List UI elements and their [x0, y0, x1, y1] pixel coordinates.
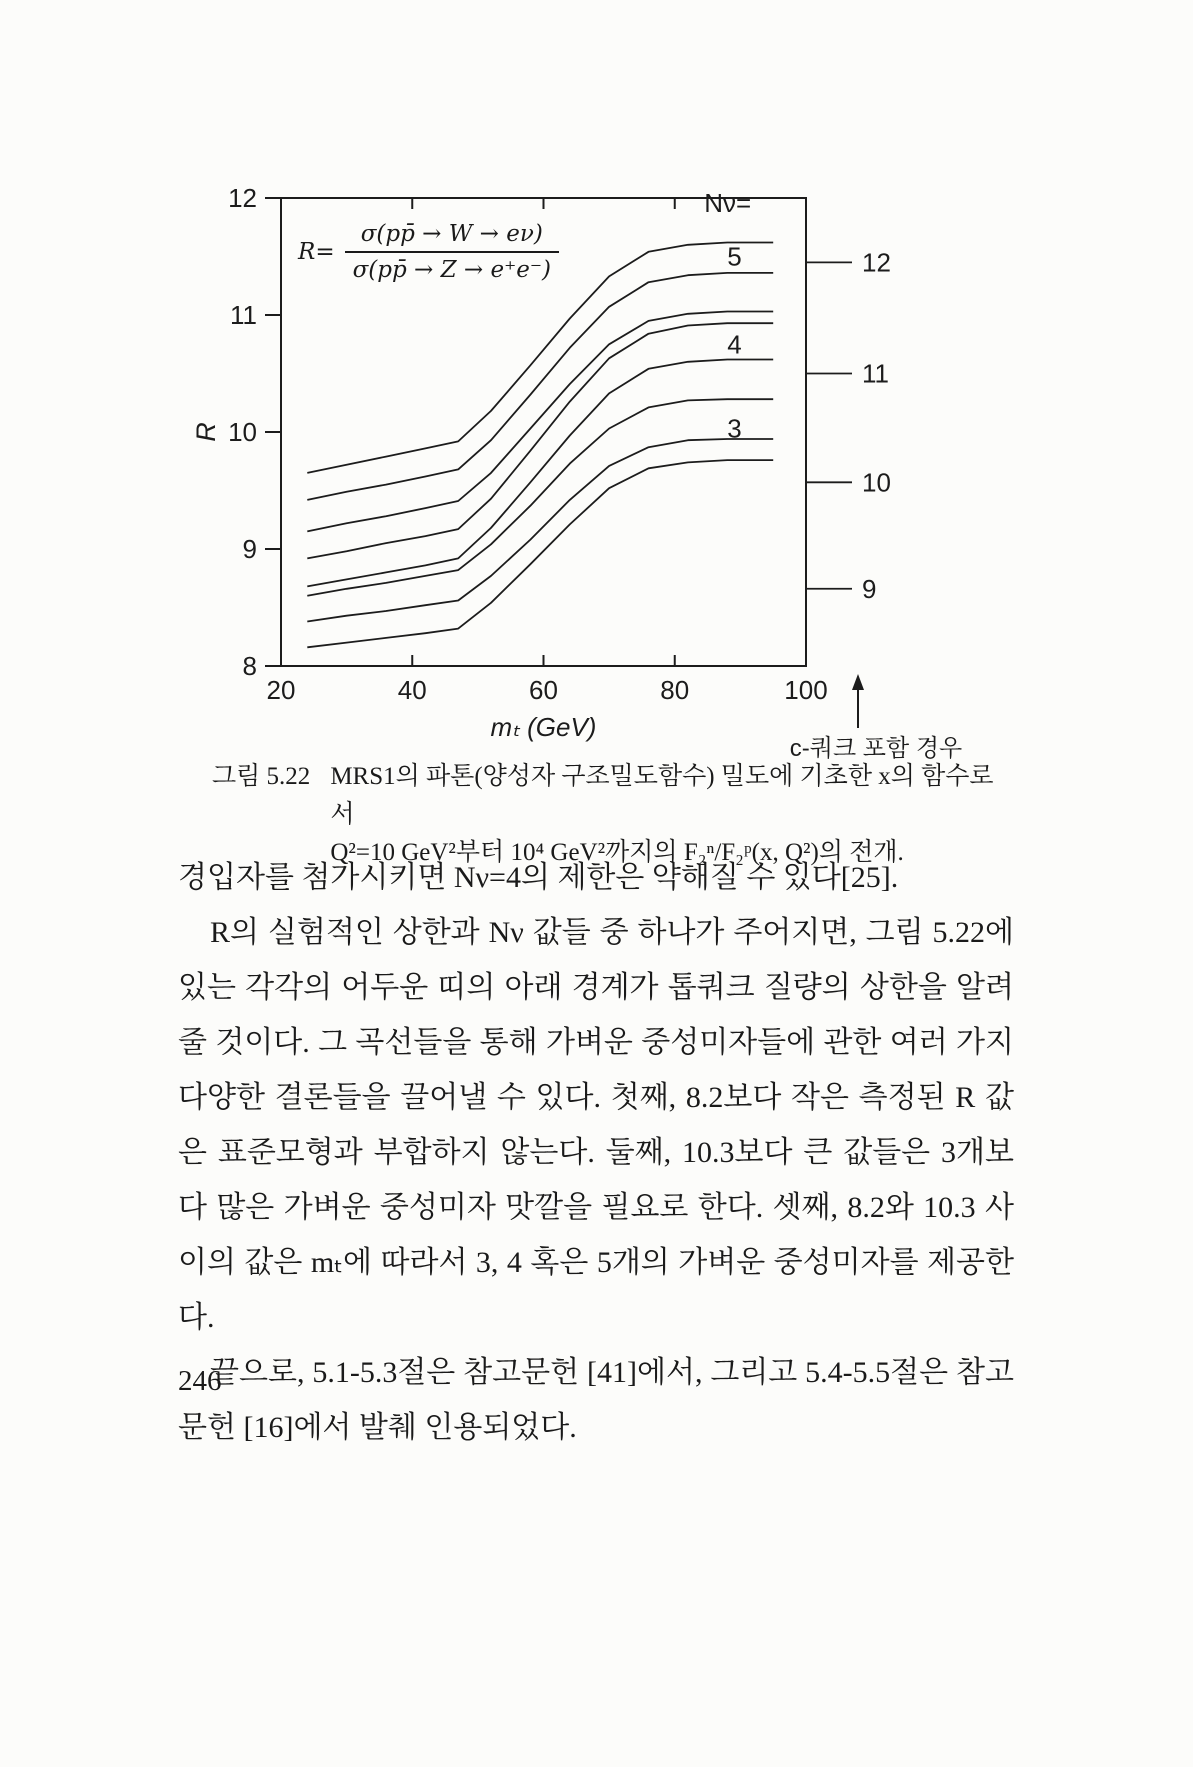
curve-Nv4-mid	[307, 323, 773, 558]
page-number: 246	[178, 1365, 222, 1397]
figure-caption-line2: Q²=10 GeV²부터 10⁴ GeV²까지의 F₂ⁿ/F₂ᵖ(x, Q²)의 전개.	[330, 839, 904, 866]
figure-5-22	[178, 185, 978, 760]
ratio-formula	[298, 221, 559, 283]
curve-Nv3-mid	[307, 439, 773, 622]
x-tick-label: 40	[397, 675, 427, 705]
figure-caption-line1: MRS1의 파톤(양성자 구조밀도함수) 밀도에 기초한 x의 함수로서	[330, 763, 994, 828]
curve-Nv5-lower	[307, 273, 773, 500]
paragraph-3: 끝으로, 5.1-5.3절은 참고문헌 [41]에서, 그리고 5.4-5.5절은 참고문헌 [16]에서 발췌 인용되었다.	[178, 1356, 1014, 1444]
y-tick-label: 11	[230, 300, 257, 330]
y-tick-label: 10	[228, 417, 257, 447]
curve-label-4: 4	[727, 329, 742, 360]
figure-caption-label: 그림 5.22	[212, 763, 311, 790]
right-tick-label: 11	[862, 358, 889, 389]
curve-Nv3-lower	[307, 460, 773, 647]
cquark-label: c-쿼크 포함 경우	[789, 735, 963, 760]
cquark-arrow-head	[852, 674, 864, 690]
y-axis-label: R	[191, 422, 221, 442]
right-tick-label: 12	[862, 247, 891, 278]
y-tick-label: 9	[242, 534, 257, 564]
right-tick-label: 9	[862, 573, 877, 604]
curve-Nv3-upper	[307, 399, 773, 596]
x-tick-label: 80	[660, 675, 690, 705]
paragraph-1: 경입자를 첨가시키면 Nν=4의 제한은 약해질 수 있다[25].	[178, 861, 899, 894]
y-tick-label: 8	[242, 651, 257, 681]
curve-label-3: 3	[727, 413, 742, 444]
x-tick-label: 100	[784, 675, 828, 705]
right-tick-label: 10	[862, 467, 891, 498]
formula-denominator: σ(pp̄ → Z → e⁺e⁻)	[352, 257, 551, 283]
formula-fraction	[345, 221, 559, 283]
curve-label-5: 5	[727, 241, 742, 272]
y-tick-label: 12	[228, 185, 257, 213]
curve-Nv4-lower	[307, 360, 773, 587]
x-tick-label: 60	[529, 675, 558, 705]
legend-title: Nν=	[704, 188, 752, 219]
x-axis-label: mₜ (GeV)	[490, 712, 597, 742]
curve-Nv4-upper	[307, 312, 773, 532]
paragraph-2: R의 실험적인 상한과 Nν 값들 중 하나가 주어지면, 그림 5.22에 있는 각각의 어두운 띠의 아래 경계가 톱쿼크 질량의 상한을 알려줄 것이다. 그 곡선들을 통해 가벼운 중성미자들에 관한 여러 가지 다양한 결론들을 끌어낼 수 있다. 첫째, 8.2보다 작은 측정된 R 값은 표준모형과 부합하지 않는다. 둘째, 10.3보다 큰 값들은 3개보다 많은 가벼운 중성미자 맛깔을 필요로 한다. 셋째, 8.2와 10.3 사이의 값은 mₜ에 따라서 3, 4 혹은 5개의 가벼운 중성미자를 제공한다.	[178, 916, 1014, 1334]
body-text	[178, 850, 1014, 1455]
x-tick-label: 20	[266, 675, 296, 705]
formula-lhs: R=	[298, 239, 335, 265]
formula-numerator: σ(pp̄ → W → eν)	[345, 221, 559, 253]
